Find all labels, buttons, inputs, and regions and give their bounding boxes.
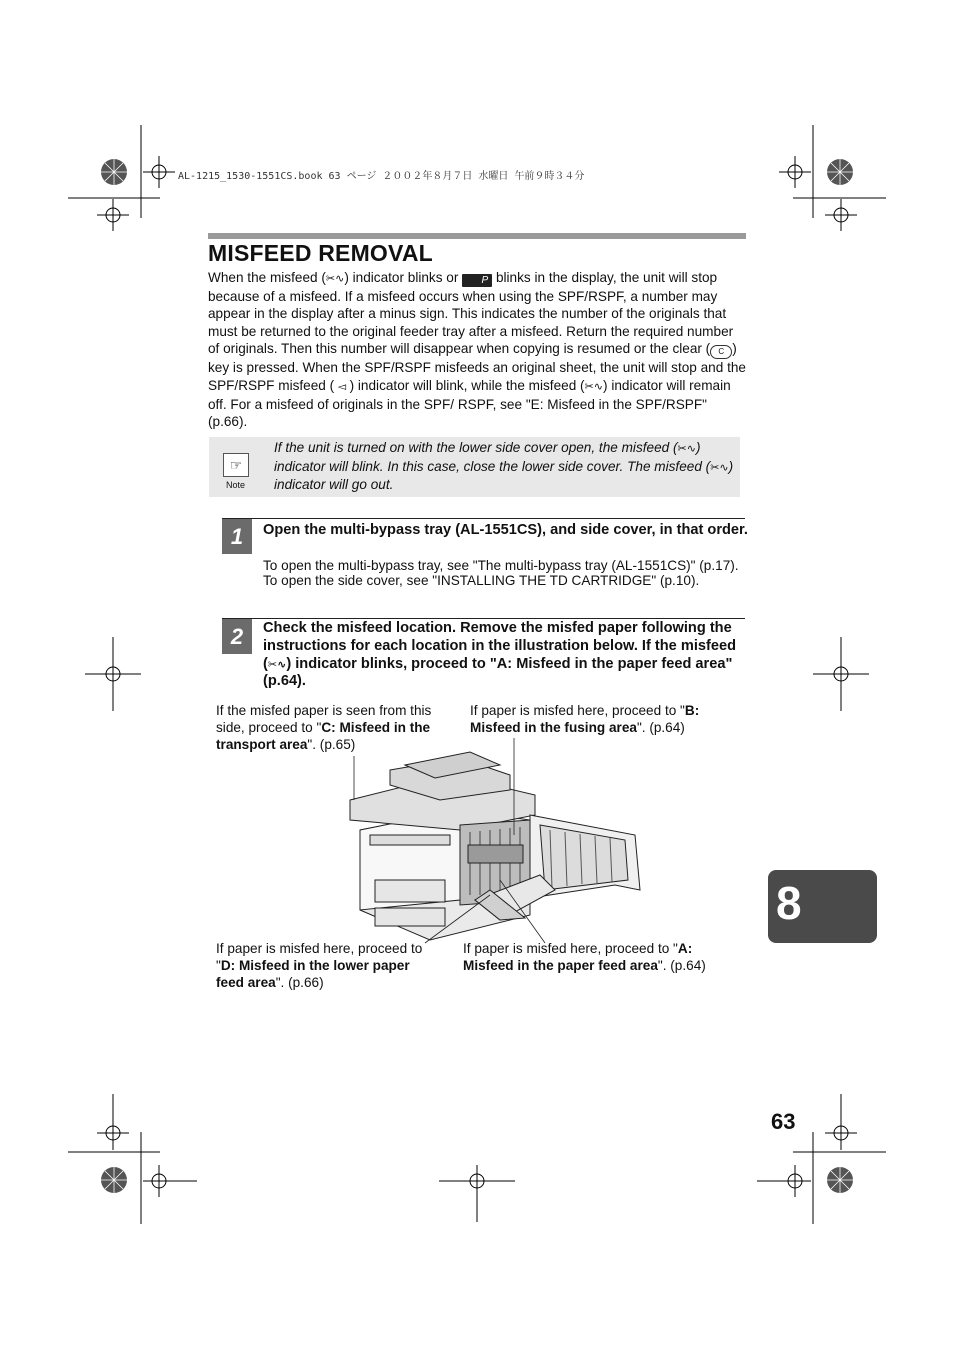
callout-text: ". (p.65) — [307, 736, 356, 752]
display-p-badge: P — [462, 274, 492, 287]
misfeed-indicator-icon: ✂∿ — [325, 272, 345, 285]
callout-target: A: Misfeed in the paper feed area — [463, 941, 693, 973]
callout-target: B: Misfeed in the fusing area — [470, 703, 700, 735]
misfeed-indicator-icon: ✂∿ — [267, 657, 287, 671]
callout-text: If paper is misfed here, proceed to " — [470, 703, 685, 718]
step-number: 1 — [222, 519, 252, 554]
step-title-part: Check the misfeed location. Remove the misfed paper following the instructions for each location in the illustration below. If the misfeed ( — [263, 620, 736, 672]
misfeed-indicator-icon: ✂∿ — [710, 460, 729, 474]
callout-target: D: Misfeed in the lower paper feed area — [216, 957, 410, 990]
step-title: Open the multi-bypass tray (AL-1551CS), and side cover, in that order. — [263, 522, 748, 538]
note-text-part: ) indicator will blink. In this case, close the lower side cover. The misfeed ( — [274, 440, 711, 474]
chapter-number: 8 — [776, 877, 802, 929]
intro-text: ) indicator will remain off. For a misfeed of originals in the SPF/ RSPF, see "E: Misfeed in the SPF/RSPF" (p.66). — [208, 377, 731, 430]
intro-text: ) indicator will blink, while the misfeed ( — [349, 377, 585, 393]
page-number: 63 — [771, 1109, 796, 1134]
intro-text: When the misfeed ( — [208, 270, 326, 285]
spf-misfeed-indicator-icon: ◅ — [334, 379, 350, 393]
step-number: 2 — [222, 619, 252, 654]
clear-key-icon: C — [710, 345, 732, 359]
step-title-part: ) indicator blinks, proceed to "A: Misfeed in the paper feed area" (p.64). — [263, 655, 733, 690]
note-label: Note — [226, 480, 246, 490]
intro-text: ) key is pressed. When the SPF/RSPF misfeeds an original sheet, the unit will stop and the SPF/RSPF misfeed ( — [208, 341, 746, 393]
misfeed-indicator-icon: ✂∿ — [677, 442, 696, 455]
callout-text: ". (p.66) — [275, 974, 324, 990]
print-header: AL-1215_1530-1551CS.book 63 ページ ２００２年８月７日 水曜日 午前９時３４分 — [178, 171, 585, 182]
note-text-part: ) indicator will go out. — [274, 458, 734, 493]
callout-text: If paper is misfed here, proceed to " — [216, 941, 423, 973]
section-title: MISFEED REMOVAL — [208, 240, 433, 266]
misfeed-indicator-icon: ✂∿ — [584, 379, 604, 393]
intro-text: ) indicator blinks or — [344, 270, 463, 285]
note-text-part: If the unit is turned on with the lower side cover open, the misfeed ( — [274, 440, 678, 455]
callout-text: If paper is misfed here, proceed to " — [463, 941, 678, 956]
callout-target: C: Misfeed in the transport area — [216, 719, 431, 752]
intro-text: blinks in the display, the unit will stop because of a misfeed. If a misfeed occurs when using the SPF/RSPF, a number may appear in the display after a minus sign. This indicates the number of the originals that must be returned to the original feeder tray after a misfeed. Return the required number of originals. Then this number will disappear when copying is resumed or the clear ( — [208, 270, 734, 357]
callout-text: ". (p.64) — [657, 957, 706, 973]
pointing-hand-icon: ☞ — [223, 453, 249, 477]
callout-text: If the misfed paper is seen from this side, proceed to " — [216, 703, 432, 735]
callout-text: ". (p.64) — [636, 719, 685, 735]
step-body: To open the multi-bypass tray, see "The multi-bypass tray (AL-1551CS)" (p.17). To open the side cover, see "INSTALLING THE TD CARTRIDGE" (p.10). — [263, 558, 739, 589]
